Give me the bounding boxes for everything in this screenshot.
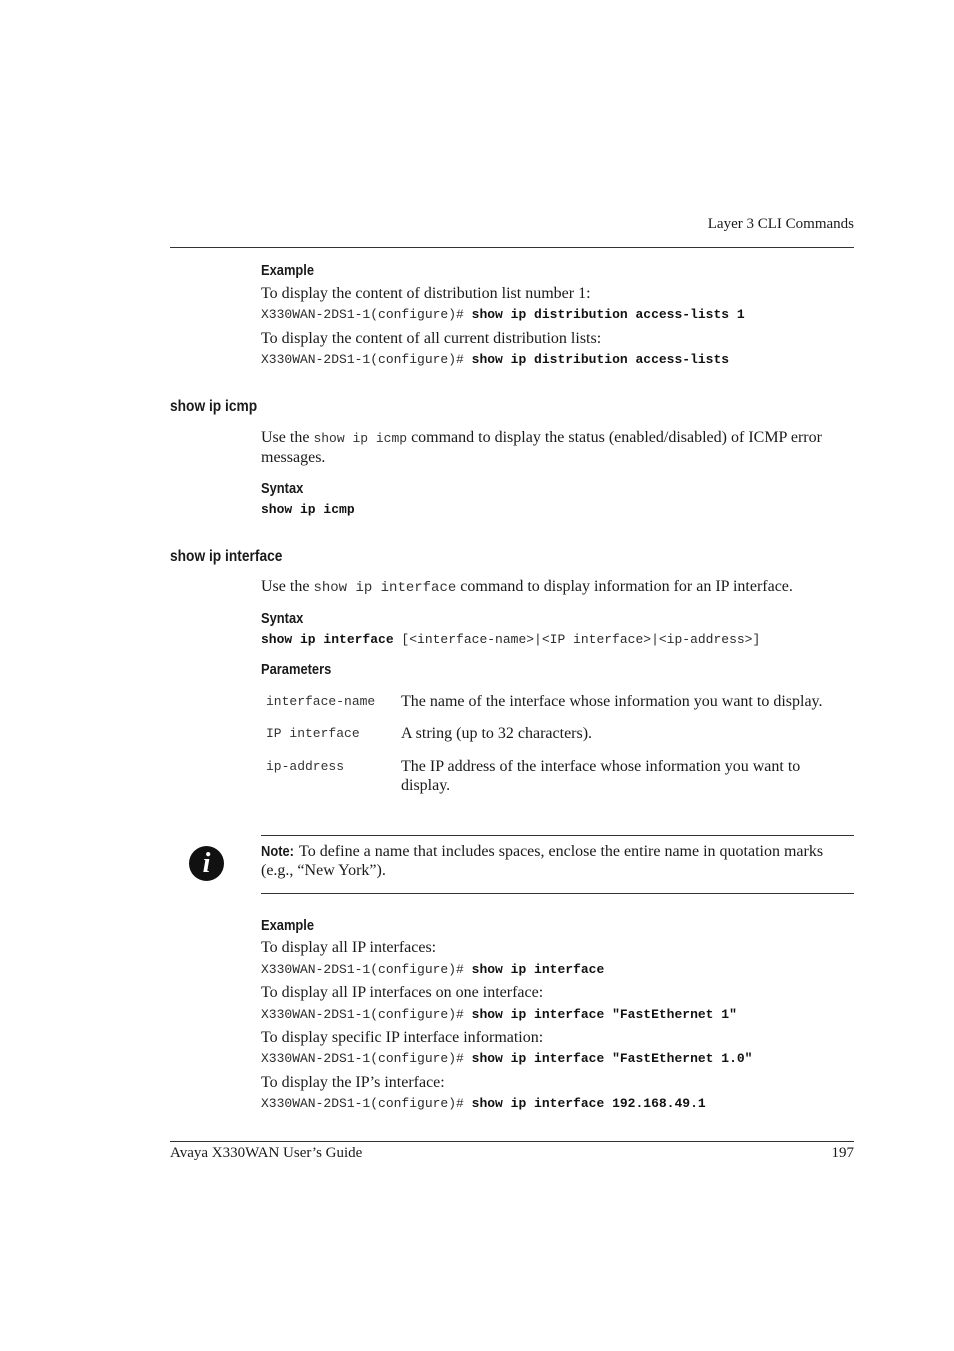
- syntax-heading: Syntax: [261, 610, 304, 627]
- example-heading: Example: [261, 917, 315, 934]
- code-line: X330WAN-2DS1-1(configure)# show ip distribution access-lists: [261, 352, 730, 367]
- code-line: X330WAN-2DS1-1(configure)# show ip interface "FastEthernet 1": [261, 1007, 737, 1022]
- note-bottom-rule: [261, 893, 854, 894]
- code-line: X330WAN-2DS1-1(configure)# show ip interface 192.168.49.1: [261, 1096, 706, 1111]
- code-line: X330WAN-2DS1-1(configure)# show ip interface "FastEthernet 1.0": [261, 1051, 753, 1066]
- syntax-heading: Syntax: [261, 480, 304, 497]
- param-desc: The IP address of the interface whose information you want to display.: [401, 758, 801, 794]
- info-icon: i: [189, 846, 224, 881]
- example-text: To display specific IP interface information:: [261, 1029, 544, 1046]
- footer-title: Avaya X330WAN User’s Guide: [170, 1145, 363, 1161]
- example-text: To display all IP interfaces:: [261, 939, 437, 956]
- note-label: Note:: [261, 843, 294, 860]
- example-text: To display all IP interfaces on one interface:: [261, 984, 544, 1001]
- page-number: 197: [831, 1145, 854, 1161]
- syntax-line: show ip icmp: [261, 502, 355, 517]
- icmp-description: Use the show ip icmp command to display the status (enabled/disabled) of ICMP error messages.: [261, 429, 822, 466]
- example-text: To display the content of all current distribution lists:: [261, 330, 602, 347]
- header-rule: [170, 247, 854, 248]
- footer-rule: [170, 1141, 854, 1142]
- section-title-icmp: show ip icmp: [170, 398, 258, 415]
- example-text: To display the IP’s interface:: [261, 1074, 445, 1091]
- parameters-table: [261, 692, 871, 802]
- note-text: Note: To define a name that includes spaces, enclose the entire name in quotation marks (e.g., “New York”).: [261, 843, 824, 879]
- note-top-rule: [261, 835, 854, 836]
- running-header: Layer 3 CLI Commands: [707, 216, 854, 232]
- parameters-heading: Parameters: [261, 661, 332, 678]
- example-text: To display the content of distribution list number 1:: [261, 285, 591, 302]
- param-name: ip-address: [266, 759, 345, 774]
- param-name: IP interface: [266, 726, 360, 741]
- section-title-interface: show ip interface: [170, 548, 283, 565]
- interface-description: Use the show ip interface command to display information for an IP interface.: [261, 578, 793, 596]
- syntax-line: show ip interface [<interface-name>|<IP interface>|<ip-address>]: [261, 632, 761, 647]
- param-desc: The name of the interface whose information you want to display.: [401, 693, 823, 710]
- code-line: X330WAN-2DS1-1(configure)# show ip interface: [261, 962, 605, 977]
- code-line: X330WAN-2DS1-1(configure)# show ip distribution access-lists 1: [261, 307, 745, 322]
- example-heading: Example: [261, 262, 315, 279]
- param-name: interface-name: [266, 694, 376, 709]
- param-desc: A string (up to 32 characters).: [401, 725, 593, 742]
